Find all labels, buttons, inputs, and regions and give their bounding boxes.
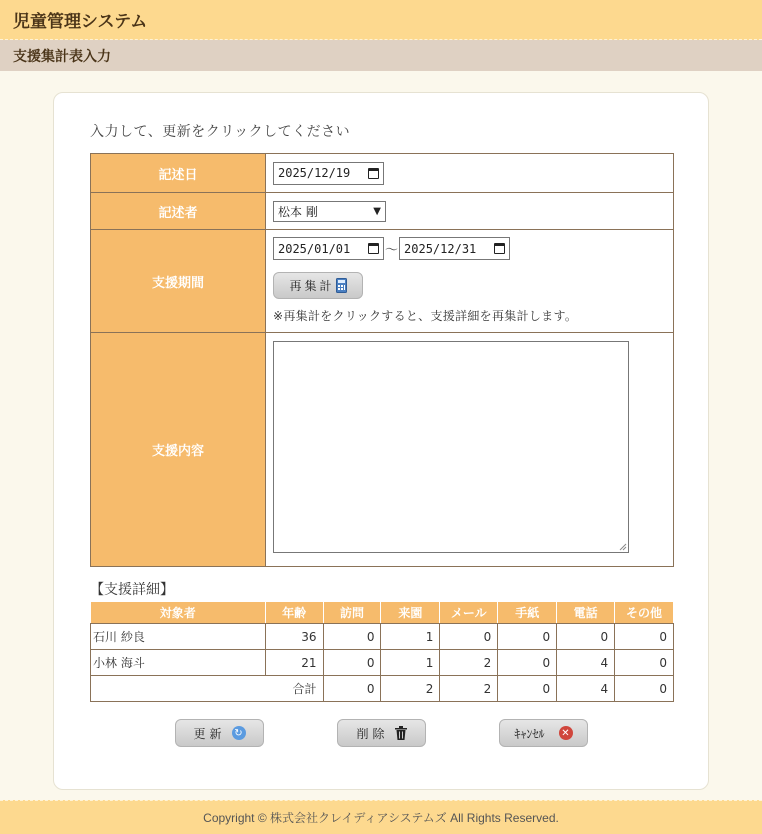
period-to-value: 2025/12/31 [404, 241, 477, 256]
input-form-table [90, 153, 674, 567]
page-title: 支援集計表入力 [13, 48, 111, 65]
record-date-input[interactable] [273, 162, 384, 185]
visit-value: 0 [323, 624, 381, 650]
author-select[interactable] [273, 201, 386, 222]
other-value: 0 [615, 624, 674, 650]
resize-grip-icon[interactable] [619, 543, 627, 551]
trash-icon [395, 726, 407, 740]
total-phone: 4 [557, 676, 615, 702]
content-label: 支援内容 [91, 333, 266, 567]
target-name: 小林 海斗 [91, 650, 266, 676]
delete-button[interactable] [337, 719, 426, 747]
other-value: 0 [615, 650, 674, 676]
period-label: 支援期間 [91, 230, 266, 333]
calendar-icon[interactable] [368, 243, 379, 254]
update-label: 更新 [193, 726, 226, 741]
mail-value: 2 [440, 650, 498, 676]
come-value: 1 [381, 650, 440, 676]
chevron-down-icon: ▼ [373, 205, 381, 217]
visit-value: 0 [323, 650, 381, 676]
record-date-cell [266, 154, 674, 193]
page-header [0, 40, 762, 71]
detail-header-row [91, 602, 674, 624]
total-letter: 0 [498, 676, 557, 702]
period-separator: 〜 [385, 243, 399, 258]
refresh-icon: ↻ [232, 726, 246, 740]
age-value: 36 [265, 624, 323, 650]
period-to-input[interactable] [399, 237, 510, 260]
total-row [91, 676, 674, 702]
col-age: 年齢 [265, 602, 323, 624]
support-detail-table [90, 601, 674, 702]
app-title: 児童管理システム [13, 12, 148, 32]
total-mail: 2 [440, 676, 498, 702]
table-row [91, 624, 674, 650]
col-target: 対象者 [91, 602, 266, 624]
letter-value: 0 [498, 650, 557, 676]
close-icon: ✕ [559, 726, 573, 740]
total-label: 合計 [91, 676, 324, 702]
calculator-icon [336, 278, 347, 293]
recalc-label: 再集計 [289, 279, 335, 293]
period-row [273, 237, 666, 263]
period-cell [266, 230, 674, 333]
col-come: 来園 [381, 602, 440, 624]
copyright-text: Copyright © 株式会社クレイディアシステムズ All Rights Reserved. [203, 811, 559, 825]
col-letter: 手紙 [498, 602, 557, 624]
author-label: 記述者 [91, 193, 266, 230]
calendar-icon[interactable] [368, 168, 379, 179]
period-from-value: 2025/01/01 [278, 241, 351, 256]
target-name: 石川 紗良 [91, 624, 266, 650]
total-visit: 0 [323, 676, 381, 702]
author-value: 松本 剛 [278, 204, 318, 219]
form-card [53, 92, 709, 790]
recalc-note: ※再集計をクリックすると、支援詳細を再集計します。 [273, 309, 578, 323]
recalc-button[interactable] [273, 272, 363, 299]
total-other: 0 [615, 676, 674, 702]
calendar-icon[interactable] [494, 243, 505, 254]
mail-value: 0 [440, 624, 498, 650]
table-row [91, 650, 674, 676]
footer [0, 800, 762, 834]
phone-value: 0 [557, 624, 615, 650]
update-button[interactable] [175, 719, 264, 747]
come-value: 1 [381, 624, 440, 650]
total-come: 2 [381, 676, 440, 702]
content-cell [266, 333, 674, 567]
record-date-value: 2025/12/19 [278, 166, 351, 180]
author-cell [266, 193, 674, 230]
period-from-input[interactable] [273, 237, 384, 260]
app-header [0, 0, 762, 40]
col-visit: 訪問 [323, 602, 381, 624]
cancel-label: ｷｬﾝｾﾙ [514, 726, 545, 741]
detail-title: 【支援詳細】 [90, 582, 174, 598]
instruction-text: 入力して、更新をクリックしてください [90, 124, 351, 140]
phone-value: 4 [557, 650, 615, 676]
col-other: その他 [615, 602, 674, 624]
action-bar [54, 719, 710, 747]
letter-value: 0 [498, 624, 557, 650]
delete-label: 削除 [356, 726, 389, 741]
cancel-button[interactable] [499, 719, 588, 747]
col-mail: メール [440, 602, 498, 624]
content-textarea[interactable] [273, 341, 629, 553]
record-date-label: 記述日 [91, 154, 266, 193]
col-phone: 電話 [557, 602, 615, 624]
age-value: 21 [265, 650, 323, 676]
